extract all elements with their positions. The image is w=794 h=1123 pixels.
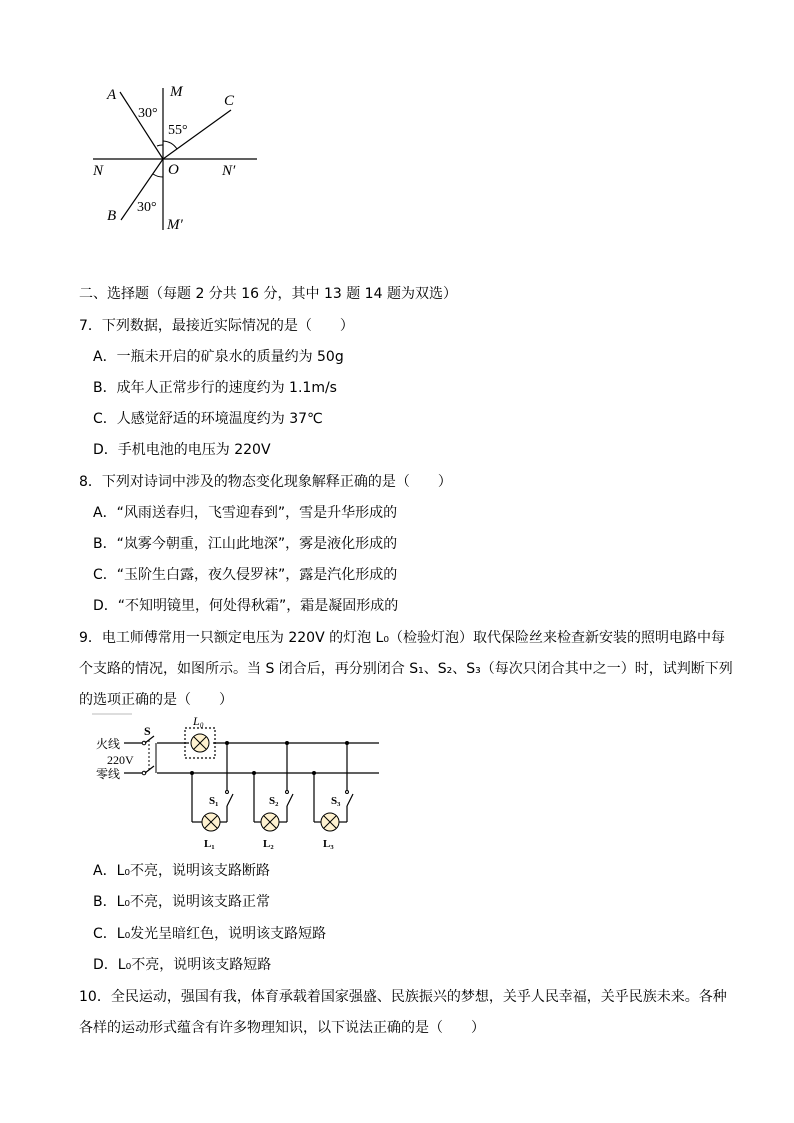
voltage-label: 220V	[107, 753, 134, 767]
switch-s1-label: S₁	[209, 795, 219, 807]
q7-option-a: A．一瓶未开启的矿泉水的质量约为 50g	[93, 349, 344, 365]
q8-option-b: B．“岚雾今朝重，江山此地深”，雾是液化形成的	[93, 536, 398, 552]
live-wire-label: 火线	[96, 737, 121, 751]
circuit-diagram	[92, 712, 392, 857]
lamp-l2-label: L₂	[263, 838, 274, 850]
lamp-l1-label: L₁	[204, 838, 215, 850]
q7-option-c: C．人感觉舒适的环境温度约为 37℃	[93, 411, 323, 427]
q8-option-a: A．“风雨送春归，飞雪迎春到”，雪是升华形成的	[93, 505, 398, 521]
angle-top-right: 55°	[168, 123, 188, 138]
q9-line-2: 个支路的情况，如图所示。当 S 闭合后，再分别闭合 S₁、S₂、S₃（每次只闭合其中之一）时，试判断下列	[79, 661, 733, 677]
q7-option-b: B．成年人正常步行的速度约为 1.1m/s	[93, 380, 337, 396]
q9-line-1: 9．电工师傅常用一只额定电压为 220V 的灯泡 L₀（检验灯泡）取代保险丝来检查新安装的照明电路中每	[79, 630, 725, 646]
q9-option-d: D．L₀不亮，说明该支路短路	[93, 957, 272, 973]
neutral-wire-label: 零线	[96, 767, 121, 781]
q8-option-d: D．“不知明镜里，何处得秋霜”，霜是凝固形成的	[93, 598, 399, 614]
q10-line-2: 各样的运动形式蕴含有许多物理知识，以下说法正确的是（ ）	[79, 1020, 485, 1036]
q9-option-c: C．L₀发光呈暗红色，说明该支路短路	[93, 926, 327, 942]
label-M: M	[170, 84, 183, 100]
label-A: A	[107, 87, 117, 103]
lamp-l3-label: L₃	[323, 838, 334, 850]
test-lamp-label: L₀	[193, 714, 204, 728]
switch-s2-label: S₂	[269, 795, 279, 807]
section-heading: 二、选择题（每题 2 分共 16 分，其中 13 题 14 题为双选）	[79, 286, 457, 302]
angle-bottom: 30°	[137, 200, 157, 215]
angle-top-left: 30°	[138, 106, 158, 121]
q10-line-1: 10．全民运动，强国有我，体育承载着国家强盛、民族振兴的梦想，关乎人民幸福，关乎民族未来。各种	[79, 989, 727, 1005]
switch-s3-label: S₃	[331, 795, 341, 807]
q9-line-3: 的选项正确的是（ ）	[79, 692, 233, 708]
q7-stem: 7．下列数据，最接近实际情况的是（ ）	[79, 318, 354, 334]
main-switch-label: S	[144, 724, 151, 738]
label-N: N	[93, 163, 104, 179]
q7-option-d: D．手机电池的电压为 220V	[93, 442, 271, 458]
label-O: O	[168, 162, 179, 178]
label-N-prime: N′	[222, 163, 236, 179]
label-B: B	[107, 208, 117, 224]
label-M-prime: M′	[167, 217, 183, 233]
q9-option-a: A．L₀不亮，说明该支路断路	[93, 863, 270, 879]
angle-diagram	[85, 80, 265, 240]
label-C: C	[224, 93, 235, 109]
q8-stem: 8．下列对诗词中涉及的物态变化现象解释正确的是（ ）	[79, 474, 452, 490]
q9-option-b: B．L₀不亮，说明该支路正常	[93, 894, 271, 910]
q8-option-c: C．“玉阶生白露，夜久侵罗袜”，露是汽化形成的	[93, 567, 398, 583]
